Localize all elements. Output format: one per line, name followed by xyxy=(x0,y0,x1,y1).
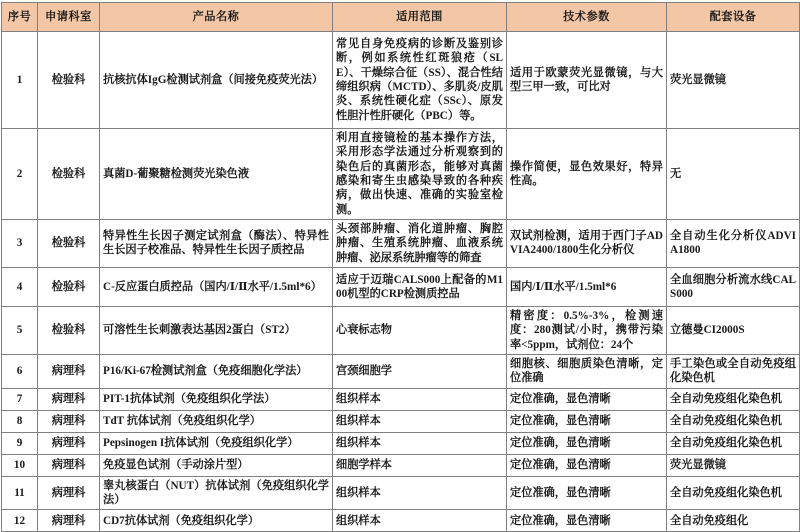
cell-dept: 病理科 xyxy=(38,388,100,410)
cell-index: 7 xyxy=(2,388,38,410)
table-row xyxy=(2,454,800,476)
cell-spec: 操作简便，显色效果好，特异性高。 xyxy=(507,129,667,220)
cell-product-name: TdT 抗体试剂（免疫组织化学） xyxy=(100,410,333,432)
cell-spec: 定位准确，显色清晰 xyxy=(507,432,667,454)
cell-product-name: 可溶性生长刺激表达基因2蛋白（ST2） xyxy=(100,306,333,354)
cell-dept: 检验科 xyxy=(38,32,100,129)
cell-product-name: 免疫显色试剂（手动涂片型） xyxy=(100,454,333,476)
cell-spec: 双试剂检测，适用于西门子ADVIA2400/1800生化分析仪 xyxy=(507,219,667,267)
table-body xyxy=(2,32,800,532)
cell-scope: 头颈部肿瘤、消化道肿瘤、胸腔肿瘤、生殖系统肿瘤、血液系统肿瘤、泌尿系统肿瘤等的筛查 xyxy=(333,219,507,267)
cell-dept: 检验科 xyxy=(38,306,100,354)
cell-spec: 细胞核、细胞质染色清晰，定位准确 xyxy=(507,354,667,388)
cell-dept: 病理科 xyxy=(38,454,100,476)
cell-equipment: 全自动生化分析仪ADVIA1800 xyxy=(667,219,800,267)
cell-dept: 病理科 xyxy=(38,410,100,432)
table-row xyxy=(2,510,800,532)
cell-scope: 常见自身免疫病的诊断及鉴别诊断，例如系统性红斑狼疮（SLE）、干燥综合征（SS）、混合性结缔组织病（MCTD）、多肌炎/皮肌炎、系统性硬化症（SSc）、原发性胆汁性肝硬化（PBC）等。 xyxy=(333,32,507,129)
cell-scope: 组织样本 xyxy=(333,388,507,410)
cell-product-name: PIT-1抗体试剂（免疫组织化学法） xyxy=(100,388,333,410)
table-row xyxy=(2,306,800,354)
cell-scope: 组织样本 xyxy=(333,510,507,532)
cell-index: 1 xyxy=(2,32,38,129)
cell-equipment: 立德曼CI2000S xyxy=(667,306,800,354)
cell-index: 12 xyxy=(2,510,38,532)
cell-index: 9 xyxy=(2,432,38,454)
cell-dept: 检验科 xyxy=(38,219,100,267)
cell-dept: 病理科 xyxy=(38,476,100,510)
cell-index: 3 xyxy=(2,219,38,267)
cell-scope: 组织样本 xyxy=(333,432,507,454)
cell-dept: 检验科 xyxy=(38,267,100,306)
product-requisition-table xyxy=(1,2,800,532)
cell-dept: 病理科 xyxy=(38,432,100,454)
cell-product-name: Pepsinogen I抗体试剂（免疫组织化学） xyxy=(100,432,333,454)
table-header-row xyxy=(2,3,800,32)
table-row xyxy=(2,476,800,510)
cell-scope: 心衰标志物 xyxy=(333,306,507,354)
cell-product-name: 睾丸核蛋白（NUT）抗体试剂（免疫组织化学法） xyxy=(100,476,333,510)
cell-index: 5 xyxy=(2,306,38,354)
cell-scope: 利用直接镜检的基本操作方法，采用形态学法通过分析观察到的染色后的真菌形态，能够对真菌感染和寄生虫感染导致的各种疾病，做出快速、准确的实验室检测。 xyxy=(333,129,507,220)
cell-index: 11 xyxy=(2,476,38,510)
cell-equipment: 全自动免疫组化 xyxy=(667,510,800,532)
column-header-index: 序号 xyxy=(2,3,38,32)
table-row xyxy=(2,32,800,129)
column-header-name: 产品名称 xyxy=(100,3,333,32)
table-row xyxy=(2,354,800,388)
cell-product-name: 特异性生长因子测定试剂盒（酶法）、特异性生长因子校准品、特异性生长因子质控品 xyxy=(100,219,333,267)
table-row xyxy=(2,219,800,267)
cell-equipment: 无 xyxy=(667,129,800,220)
cell-spec: 定位准确，显色清晰 xyxy=(507,388,667,410)
cell-product-name: 真菌D-葡聚糖检测荧光染色液 xyxy=(100,129,333,220)
cell-dept: 检验科 xyxy=(38,129,100,220)
cell-product-name: 抗核抗体IgG检测试剂盒（间接免疫荧光法） xyxy=(100,32,333,129)
table-row xyxy=(2,129,800,220)
cell-product-name: CD7抗体试剂（免疫组织化学） xyxy=(100,510,333,532)
cell-scope: 组织样本 xyxy=(333,476,507,510)
column-header-dept: 申请科室 xyxy=(38,3,100,32)
cell-equipment: 手工染色或全自动免疫组化染色机 xyxy=(667,354,800,388)
cell-equipment: 全自动免疫组化染色机 xyxy=(667,476,800,510)
cell-scope: 细胞学样本 xyxy=(333,454,507,476)
cell-index: 6 xyxy=(2,354,38,388)
cell-spec: 定位准确，显色清晰 xyxy=(507,510,667,532)
column-header-equipment: 配套设备 xyxy=(667,3,800,32)
cell-spec: 定位准确，显色清晰 xyxy=(507,476,667,510)
cell-index: 2 xyxy=(2,129,38,220)
cell-spec: 适用于欧蒙荧光显微镜，与大型三甲一致，可比对 xyxy=(507,32,667,129)
table-row xyxy=(2,410,800,432)
cell-scope: 适应于迈瑞CALS000上配备的M100机型的CRP检测质控品 xyxy=(333,267,507,306)
cell-product-name: C-反应蛋白质控品（国内/Ⅰ/Ⅱ水平/1.5ml*6） xyxy=(100,267,333,306)
cell-equipment: 荧光显微镜 xyxy=(667,454,800,476)
cell-equipment: 全血细胞分析流水线CALS000 xyxy=(667,267,800,306)
cell-dept: 病理科 xyxy=(38,354,100,388)
column-header-spec: 技术参数 xyxy=(507,3,667,32)
cell-spec: 定位准确，显色清晰 xyxy=(507,454,667,476)
cell-equipment: 全自动免疫组化染色机 xyxy=(667,410,800,432)
cell-spec: 精密度：0.5%-3%，检测速度：280测试/小时，携带污染率<5ppm，试剂位：24个 xyxy=(507,306,667,354)
cell-index: 8 xyxy=(2,410,38,432)
table-row xyxy=(2,267,800,306)
cell-spec: 定位准确，显色清晰 xyxy=(507,410,667,432)
cell-index: 10 xyxy=(2,454,38,476)
cell-equipment: 全自动免疫组化染色机 xyxy=(667,432,800,454)
cell-equipment: 全自动免疫组化染色机 xyxy=(667,388,800,410)
cell-scope: 宫颈细胞学 xyxy=(333,354,507,388)
cell-index: 4 xyxy=(2,267,38,306)
table-row xyxy=(2,388,800,410)
column-header-scope: 适用范围 xyxy=(333,3,507,32)
cell-dept: 病理科 xyxy=(38,510,100,532)
cell-equipment: 荧光显微镜 xyxy=(667,32,800,129)
cell-product-name: P16/Ki-67检测试剂盒（免疫细胞化学法） xyxy=(100,354,333,388)
cell-scope: 组织样本 xyxy=(333,410,507,432)
table-header xyxy=(2,3,800,32)
cell-spec: 国内/Ⅰ/Ⅱ水平/1.5ml*6 xyxy=(507,267,667,306)
